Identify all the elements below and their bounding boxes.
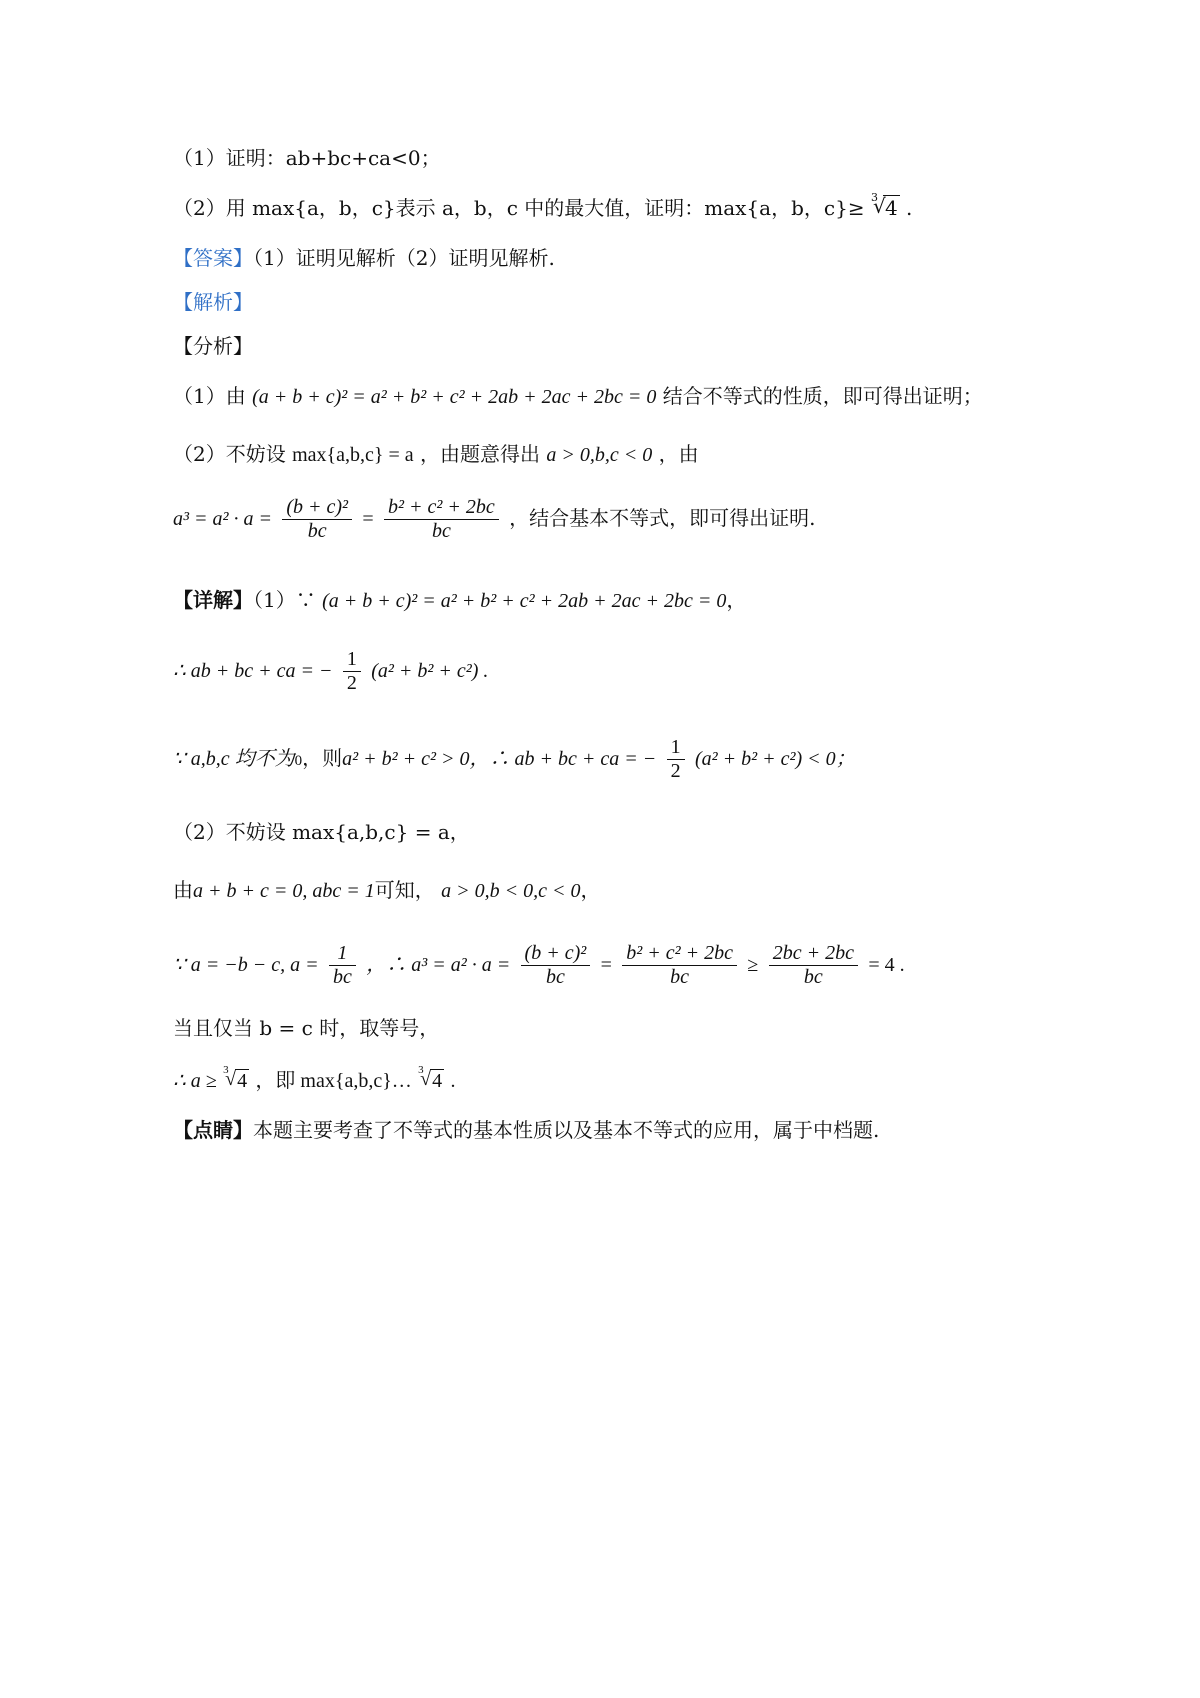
- dianjing-line: 【点睛】本题主要考查了不等式的基本性质以及基本不等式的应用，属于中档题.: [173, 1118, 880, 1142]
- question-2-text: （2）用 max{a，b，c}表示 a，b，c 中的最大值，证明：max{a，b，c}≥: [173, 196, 865, 220]
- xiangjie-line-5: 由a + b + c = 0, abc = 1可知， a > 0,b < 0,c < 0，: [173, 878, 601, 902]
- xiangjie-tag: 【详解】: [173, 588, 253, 612]
- fenxi-formula-1: (a + b + c)² = a² + b² + c² + 2ab + 2ac + 2bc = 0: [252, 386, 657, 408]
- fenxi-tag: 【分析】: [173, 334, 253, 358]
- fenxi-line-3: a³ = a² · a = $\frac{\text{(b + c)²}}{bc}$ = $\frac{\text{b² + c² + 2bc}}{bc}$ ，结合基本不等式，即可得出证明.: [173, 496, 816, 542]
- xiangjie-line-7: 当且仅当 b = c 时，取等号，: [173, 1016, 440, 1040]
- xiangjie-line-4: （2）不妨设 max{a,b,c} = a，: [173, 820, 470, 844]
- cube-root: √ 3 4: [418, 1071, 444, 1091]
- fraction: $\frac{\text{b² + c² + 2bc}}{bc}$: [622, 942, 737, 989]
- xiangjie-line-3: ∵ a,b,c 均不为0，则a² + b² + c² > 0，∴ ab + bc + ca = − $\frac{1}{2}$ (a² + b² + c²) < 0；: [173, 736, 856, 782]
- xiangjie-line-8: ∴ a ≥ √ 3 4 ，即 max{a,b,c}… √ 3 4 .: [173, 1070, 456, 1091]
- fraction: $\frac{1}{2}$: [667, 736, 685, 783]
- xiangjie-line-6: ∵ a = −b − c, a = $\frac{1}{bc}$ ，∴ a³ = a² · a = $\frac{\text{(b + c)²}}{bc}$ = $\frac{\text{b² + c² + 2bc}}{bc}$ ≥ $\frac{2bc + 2bc}{bc}$ = 4 .: [173, 942, 905, 988]
- fenxi-formula-max: max{a,b,c} = a: [292, 444, 414, 466]
- fraction: $\frac{\text{b² + c² + 2bc}}{bc}$: [384, 496, 499, 543]
- xiangjie-line-1: 【详解】（1）∵ (a + b + c)² = a² + b² + c² + 2ab + 2ac + 2bc = 0，: [173, 588, 747, 612]
- question-1-text: （1）证明：ab+bc+ca<0；: [173, 146, 441, 170]
- fenxi-line-2: （2）不妨设 max{a,b,c} = a ，由题意得出 a > 0,b,c < 0 ，由: [173, 442, 699, 466]
- answer-tag: 【答案】: [173, 246, 253, 270]
- fraction: $\frac{1}{bc}$: [329, 942, 356, 989]
- fraction: $\frac{2bc + 2bc}{bc}$: [769, 942, 858, 989]
- fenxi-line-1: （1）由 (a + b + c)² = a² + b² + c² + 2ab + 2ac + 2bc = 0 结合不等式的性质，即可得出证明；: [173, 384, 983, 408]
- fraction: $\frac{\text{(b + c)²}}{bc}$: [282, 496, 352, 543]
- answer-line: [173, 248, 555, 268]
- answer-text: （1）证明见解析（2）证明见解析.: [253, 246, 555, 270]
- xiangjie-line-2: ∴ ab + bc + ca = − $\frac{1}{2}$ (a² + b² + c²) .: [173, 648, 489, 694]
- fraction: $\frac{1}{2}$: [343, 648, 361, 695]
- question-part-1: [173, 148, 441, 168]
- dianjing-tag: 【点睛】: [173, 1118, 253, 1142]
- cube-root: √ 3 4: [871, 198, 900, 218]
- question-part-2: （2）用 max{a，b，c}表示 a，b，c 中的最大值，证明：max{a，b，c}≥ √ 3 4 .: [173, 198, 912, 218]
- fraction: $\frac{\text{(b + c)²}}{bc}$: [521, 942, 591, 989]
- analysis-tag: 【解析】: [173, 290, 253, 314]
- fenxi-formula-sign: a > 0,b,c < 0: [546, 444, 653, 466]
- cube-root: √ 3 4: [223, 1071, 249, 1091]
- xiangjie-formula-1: (a + b + c)² = a² + b² + c² + 2ab + 2ac + 2bc = 0: [322, 590, 727, 612]
